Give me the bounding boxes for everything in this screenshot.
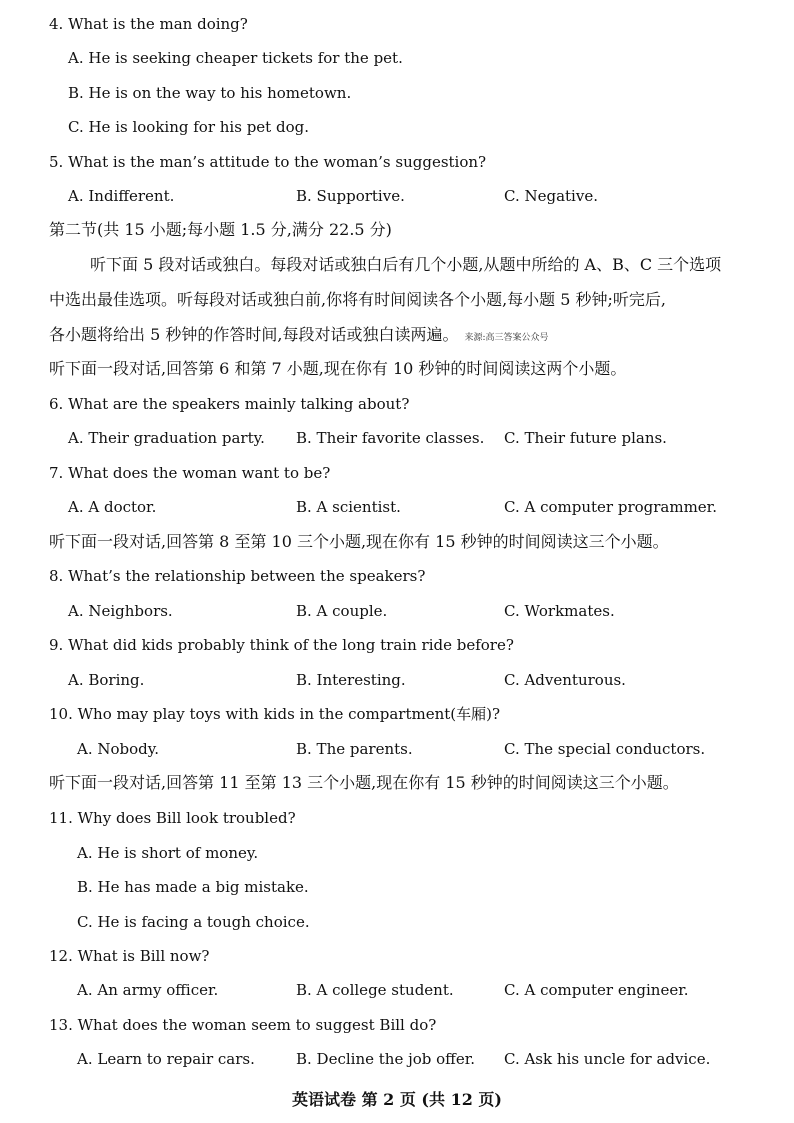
question-8-option-b: B. A couple. [296, 602, 388, 620]
question-6-option-c: C. Their future plans. [504, 429, 667, 447]
question-10-option-b: B. The parents. [296, 740, 413, 758]
group-2-intro: 听下面一段对话,回答第 8 至第 10 三个小题,现在你有 15 秒钟的时间阅读这三个小题。 [49, 532, 669, 551]
question-9-stem: 9. What did kids probably think of the long train ride before? [49, 636, 514, 654]
question-4-option-a: A. He is seeking cheaper tickets for the pet. [68, 49, 403, 67]
question-12-option-a: A. An army officer. [77, 981, 219, 999]
question-12-stem: 12. What is Bill now? [49, 947, 210, 965]
page-footer: 英语试卷 第 2 页 (共 12 页) [292, 1090, 502, 1109]
question-11-option-c: C. He is facing a tough choice. [77, 913, 310, 931]
question-10-option-c: C. The special conductors. [504, 740, 706, 758]
question-12-option-c: C. A computer engineer. [504, 981, 689, 999]
question-7-option-c: C. A computer programmer. [504, 498, 717, 516]
question-13-stem: 13. What does the woman seem to suggest Bill do? [49, 1016, 437, 1034]
question-12-option-b: B. A college student. [296, 981, 454, 999]
source-note: 来源:高三答案公众号 [464, 333, 549, 343]
section-2-instruction-line-3 [49, 325, 549, 348]
question-7-option-b: B. A scientist. [296, 498, 401, 516]
question-4-option-b: B. He is on the way to his hometown. [68, 84, 352, 102]
question-9-option-b: B. Interesting. [296, 671, 406, 689]
section-2-instruction-line-2: 中选出最佳选项。听每段对话或独白前,你将有时间阅读各个小题,每小题 5 秒钟;听完后, [49, 290, 667, 309]
question-10-stem: 10. Who may play toys with kids in the compartment(车厢)? [49, 705, 501, 723]
question-13-option-b: B. Decline the job offer. [296, 1050, 476, 1068]
question-8-option-a: A. Neighbors. [68, 602, 173, 620]
question-9-option-a: A. Boring. [68, 671, 145, 689]
question-5-stem: 5. What is the man’s attitude to the woman’s suggestion? [49, 153, 487, 171]
question-8-stem: 8. What’s the relationship between the speakers? [49, 567, 426, 585]
question-11-stem: 11. Why does Bill look troubled? [49, 809, 296, 827]
question-6-option-b: B. Their favorite classes. [296, 429, 485, 447]
section-2-instruction-text: 各小题将给出 5 秒钟的作答时间,每段对话或独白读两遍。 [49, 325, 459, 344]
question-6-stem: 6. What are the speakers mainly talking about? [49, 395, 410, 413]
question-4-stem: 4. What is the man doing? [49, 15, 248, 33]
question-11-option-b: B. He has made a big mistake. [77, 878, 309, 896]
question-5-option-b: B. Supportive. [296, 187, 405, 205]
question-5-option-c: C. Negative. [504, 187, 598, 205]
section-2-instruction-line-1: 听下面 5 段对话或独白。每段对话或独白后有几个小题,从题中所给的 A、B、C 三个选项 [90, 255, 722, 274]
question-8-option-c: C. Workmates. [504, 602, 615, 620]
question-13-option-a: A. Learn to repair cars. [77, 1050, 255, 1068]
question-4-option-c: C. He is looking for his pet dog. [68, 118, 309, 136]
section-2-title: 第二节(共 15 小题;每小题 1.5 分,满分 22.5 分) [49, 220, 392, 239]
question-9-option-c: C. Adventurous. [504, 671, 626, 689]
question-5-option-a: A. Indifferent. [68, 187, 175, 205]
question-11-option-a: A. He is short of money. [77, 844, 259, 862]
group-1-intro: 听下面一段对话,回答第 6 和第 7 小题,现在你有 10 秒钟的时间阅读这两个小题。 [49, 359, 627, 378]
question-6-option-a: A. Their graduation party. [68, 429, 265, 447]
question-10-option-a: A. Nobody. [77, 740, 160, 758]
question-7-stem: 7. What does the woman want to be? [49, 464, 331, 482]
group-3-intro: 听下面一段对话,回答第 11 至第 13 三个小题,现在你有 15 秒钟的时间阅读这三个小题。 [49, 773, 679, 792]
question-13-option-c: C. Ask his uncle for advice. [504, 1050, 711, 1068]
question-7-option-a: A. A doctor. [68, 498, 157, 516]
